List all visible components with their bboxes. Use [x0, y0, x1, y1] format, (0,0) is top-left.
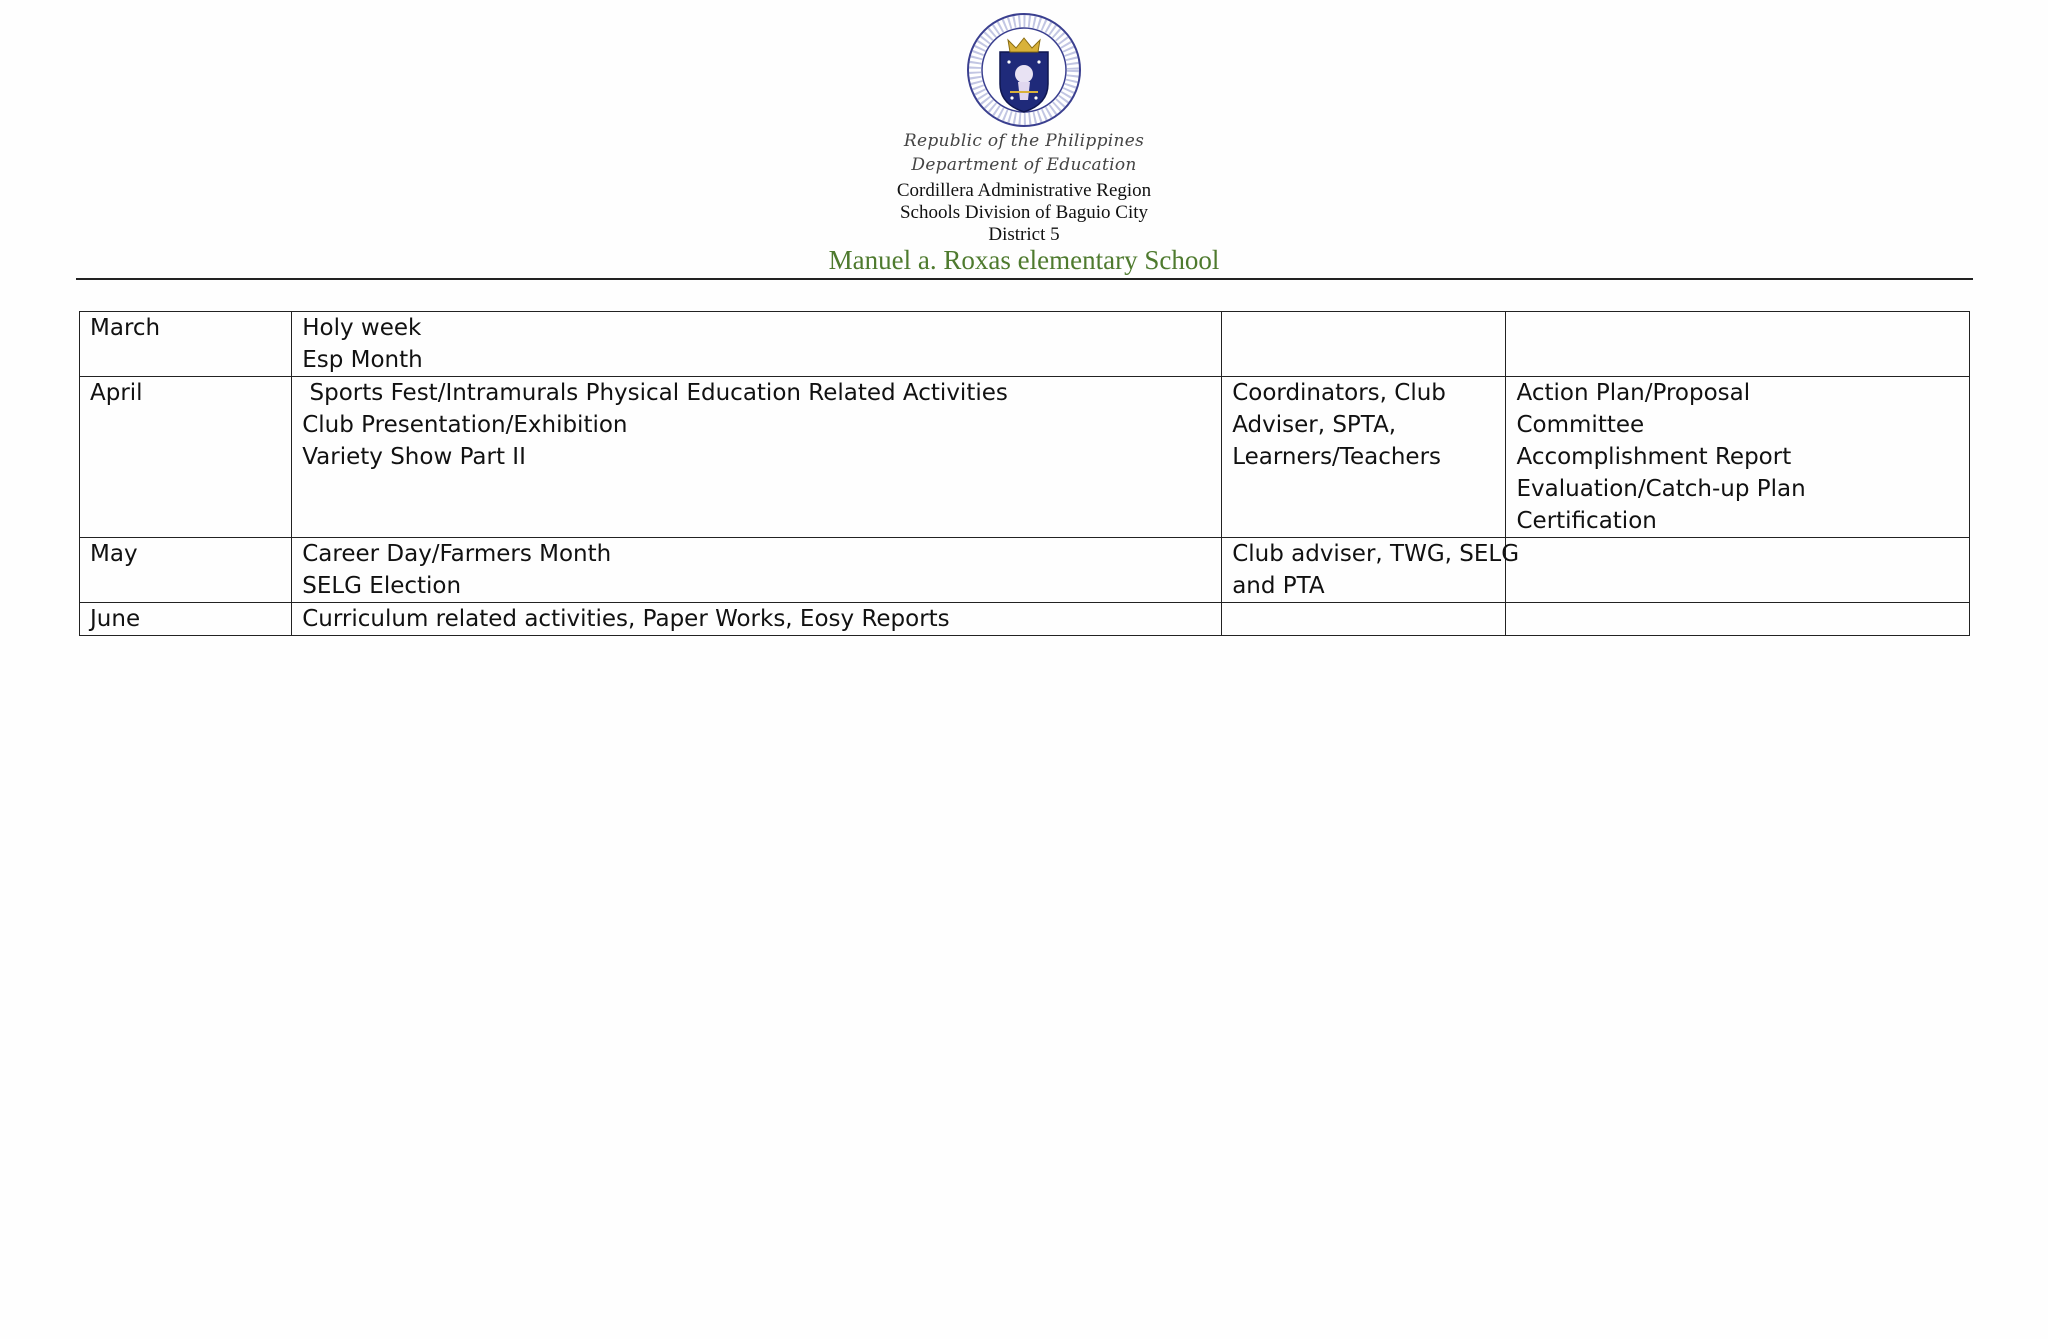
header-divider: [76, 278, 1973, 280]
activity-item: SELG Election: [302, 573, 462, 599]
output-item: Committee: [1516, 412, 1645, 438]
persons-line: Adviser, SPTA,: [1232, 412, 1397, 438]
activity-schedule-table: [79, 311, 1970, 636]
table-row-june: [80, 603, 1970, 636]
persons-cell: [1222, 538, 1520, 603]
outputs-cell: [1506, 603, 1970, 636]
output-item: Evaluation/Catch-up Plan: [1516, 476, 1806, 502]
activity-item: Esp Month: [302, 347, 423, 373]
table-row-april: [80, 377, 1970, 538]
month-cell: [80, 377, 292, 538]
header-school-name: Manuel a. Roxas elementary School: [828, 245, 1220, 275]
activity-item: Holy week: [302, 315, 422, 341]
month-label: April: [90, 380, 143, 406]
month-cell: [80, 603, 292, 636]
activities-cell: [292, 312, 1222, 377]
persons-line: Learners/Teachers: [1232, 444, 1442, 470]
month-label: May: [90, 541, 138, 567]
month-label: June: [90, 606, 141, 632]
header-department: Department of Education: [911, 155, 1137, 175]
deped-seal-icon: [964, 12, 1084, 128]
activity-item: Sports Fest/Intramurals Physical Education Related Activities: [302, 380, 1008, 406]
output-item: Action Plan/Proposal: [1516, 380, 1751, 406]
persons-line: Club adviser, TWG, SELG: [1232, 541, 1520, 567]
activities-cell: [292, 603, 1222, 636]
header-republic: Republic of the Philippines: [903, 131, 1145, 151]
output-item: Certification: [1516, 508, 1657, 534]
header-division: Schools Division of Baguio City: [899, 202, 1149, 223]
month-cell: [80, 538, 292, 603]
persons-line: Coordinators, Club: [1232, 380, 1446, 406]
persons-cell: [1222, 377, 1506, 538]
activity-item: Variety Show Part II: [302, 444, 526, 470]
activity-item: Club Presentation/Exhibition: [302, 412, 628, 438]
persons-cell: [1222, 312, 1506, 377]
persons-cell: [1222, 603, 1506, 636]
month-cell: [80, 312, 292, 377]
header-district: District 5: [988, 224, 1060, 245]
outputs-cell: [1506, 538, 1970, 603]
month-label: March: [90, 315, 161, 341]
activities-cell: [292, 538, 1222, 603]
outputs-cell: [1506, 312, 1970, 377]
activities-cell: [292, 377, 1222, 538]
outputs-cell: [1506, 377, 1970, 538]
output-item: Accomplishment Report: [1516, 444, 1792, 470]
header-region: Cordillera Administrative Region: [896, 180, 1152, 201]
activity-item: Curriculum related activities, Paper Works, Eosy Reports: [302, 606, 950, 632]
table-row-may: [80, 538, 1970, 603]
activity-item: Career Day/Farmers Month: [302, 541, 612, 567]
persons-line: and PTA: [1232, 573, 1325, 599]
table-row-march: [80, 312, 1970, 377]
